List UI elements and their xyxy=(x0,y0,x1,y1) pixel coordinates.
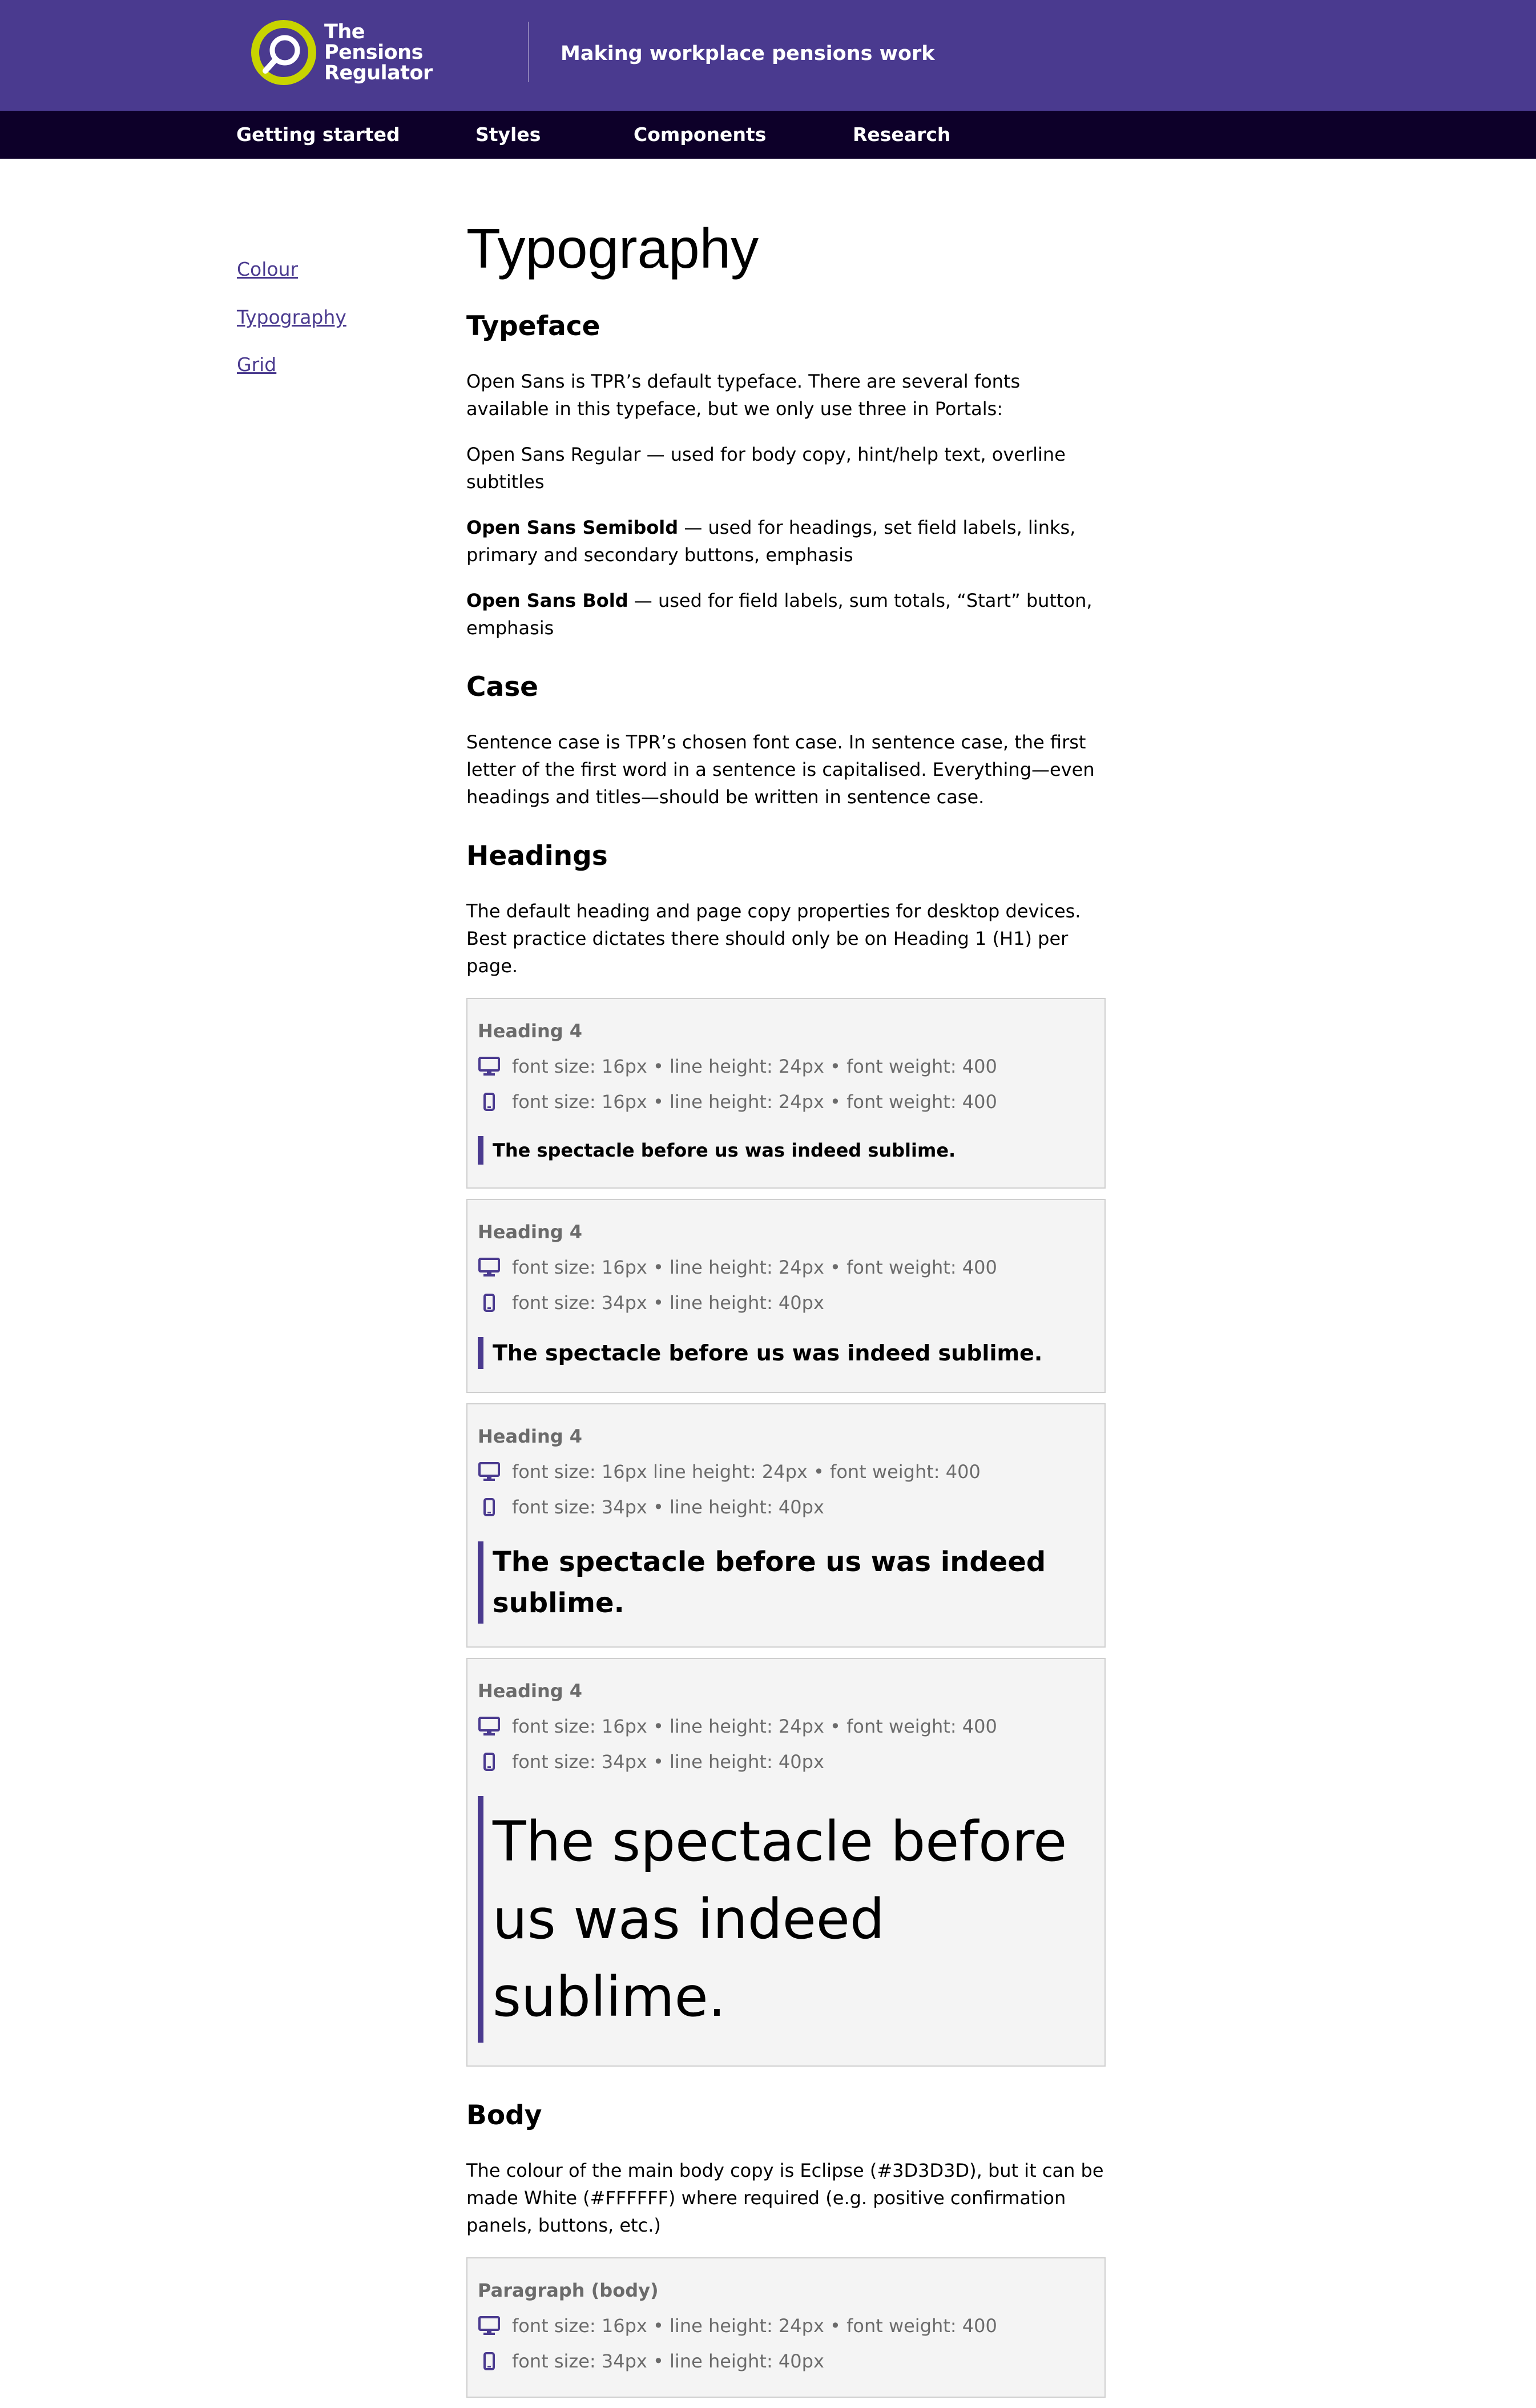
desktop-spec-text: font size: 16px • line height: 24px • font weight: 400 xyxy=(512,2315,997,2337)
nav-item-components[interactable]: Components xyxy=(634,123,767,146)
mobile-spec-text: font size: 34px • line height: 40px xyxy=(512,2350,824,2372)
spec-title: Heading 4 xyxy=(478,1020,583,1042)
section-heading-headings: Headings xyxy=(466,840,608,872)
typeface-bold-desc: — used for field labels, sum totals, “Start” button, emphasis xyxy=(466,590,1092,639)
pensions-regulator-logo-icon[interactable] xyxy=(249,18,318,87)
spec-title: Heading 4 xyxy=(478,1680,583,1702)
type-spec-box xyxy=(466,2257,1106,2398)
logo-wordmark[interactable] xyxy=(324,22,433,83)
type-spec-box xyxy=(466,1199,1106,1393)
mobile-spec-text: font size: 34px • line height: 40px xyxy=(512,1751,824,1773)
mobile-spec xyxy=(478,2347,1094,2375)
sample-text: The spectacle before us was indeed sublime. xyxy=(478,1541,1094,1624)
mobile-icon xyxy=(478,1496,501,1519)
sidenav-item-typography[interactable]: Typography xyxy=(237,306,346,328)
mobile-spec xyxy=(478,1289,1094,1316)
desktop-icon xyxy=(478,1460,501,1483)
typeface-semibold-name: Open Sans Semibold xyxy=(466,517,679,538)
desktop-spec xyxy=(478,1053,1094,1080)
typeface-semibold-desc: — used for headings, set field labels, links, primary and secondary buttons, emphasis xyxy=(466,517,1076,566)
desktop-icon xyxy=(478,1055,501,1078)
headings-text: The default heading and page copy properties for desktop devices. Best practice dictates there should only be on Heading 1 (H1) per page. xyxy=(466,900,1081,977)
desktop-icon xyxy=(478,1256,501,1279)
sidenav-item-colour[interactable]: Colour xyxy=(237,258,299,280)
desktop-icon xyxy=(478,1715,501,1738)
logo-line: Regulator xyxy=(324,62,433,84)
type-spec-box xyxy=(466,1403,1106,1648)
desktop-spec-text: font size: 16px • line height: 24px • font weight: 400 xyxy=(512,1257,997,1278)
section-heading-typeface: Typeface xyxy=(466,311,600,342)
logo-line: The xyxy=(324,21,365,43)
spec-title: Heading 4 xyxy=(478,1426,583,1447)
type-spec-box xyxy=(466,1658,1106,2067)
desktop-spec xyxy=(478,2312,1094,2339)
primary-nav xyxy=(0,111,1536,159)
sample-text: The spectacle before us was indeed sublime. xyxy=(478,1136,1094,1165)
typeface-regular: Open Sans Regular — used for body copy, hint/help text, overline subtitles xyxy=(466,444,1066,493)
mobile-spec xyxy=(478,1493,1094,1521)
mobile-spec xyxy=(478,1088,1094,1116)
typeface-semibold xyxy=(466,514,1106,569)
main-content xyxy=(466,211,1106,2408)
spec-title: Paragraph (body) xyxy=(478,2280,659,2301)
nav-item-getting-started[interactable]: Getting started xyxy=(236,123,400,146)
mobile-spec-text: font size: 34px • line height: 40px xyxy=(512,1496,824,1518)
desktop-spec-text: font size: 16px • line height: 24px • font weight: 400 xyxy=(512,1716,997,1737)
section-heading-body: Body xyxy=(466,2100,542,2131)
typeface-bold-name: Open Sans Bold xyxy=(466,590,628,611)
page-title: Typography xyxy=(466,217,759,280)
logo-line: Pensions xyxy=(324,41,423,64)
mobile-spec-text: font size: 34px • line height: 40px xyxy=(512,1292,824,1314)
mobile-icon xyxy=(478,1291,501,1314)
mobile-icon xyxy=(478,2350,501,2373)
sample-text: The spectacle before us was indeed sublime. xyxy=(478,1337,1094,1369)
site-tagline: Making workplace pensions work xyxy=(561,42,935,65)
sample-text: The spectacle before us was indeed sublime. xyxy=(478,1796,1094,2043)
header-divider xyxy=(528,22,529,82)
typeface-intro: Open Sans is TPR’s default typeface. There are several fonts available in this typeface, but we only use three in Portals: xyxy=(466,371,1021,420)
nav-item-research[interactable]: Research xyxy=(853,123,951,146)
desktop-spec xyxy=(478,1458,1094,1485)
site-header xyxy=(0,0,1536,111)
spec-title: Heading 4 xyxy=(478,1221,583,1243)
desktop-spec xyxy=(478,1713,1094,1740)
mobile-icon xyxy=(478,1750,501,1773)
section-heading-case: Case xyxy=(466,671,539,703)
desktop-spec xyxy=(478,1254,1094,1281)
sidenav-item-grid[interactable]: Grid xyxy=(237,353,277,376)
desktop-icon xyxy=(478,2314,501,2337)
desktop-spec-text: font size: 16px line height: 24px • font weight: 400 xyxy=(512,1461,981,1483)
nav-item-styles[interactable]: Styles xyxy=(475,123,541,146)
mobile-spec xyxy=(478,1748,1094,1775)
case-text: Sentence case is TPR’s chosen font case. In sentence case, the first letter of the first word in a sentence is capitalised. Everything—even headings and titles—should be written in sentence case. xyxy=(466,731,1095,808)
mobile-icon xyxy=(478,1090,501,1113)
type-spec-box xyxy=(466,998,1106,1189)
mobile-spec-text: font size: 16px • line height: 24px • font weight: 400 xyxy=(512,1091,997,1113)
body-text: The colour of the main body copy is Eclipse (#3D3D3D), but it can be made White (#FFFFFF) where required (e.g. positive confirmation panels, buttons, etc.) xyxy=(466,2160,1104,2236)
typeface-bold xyxy=(466,587,1106,642)
desktop-spec-text: font size: 16px • line height: 24px • font weight: 400 xyxy=(512,1056,997,1077)
